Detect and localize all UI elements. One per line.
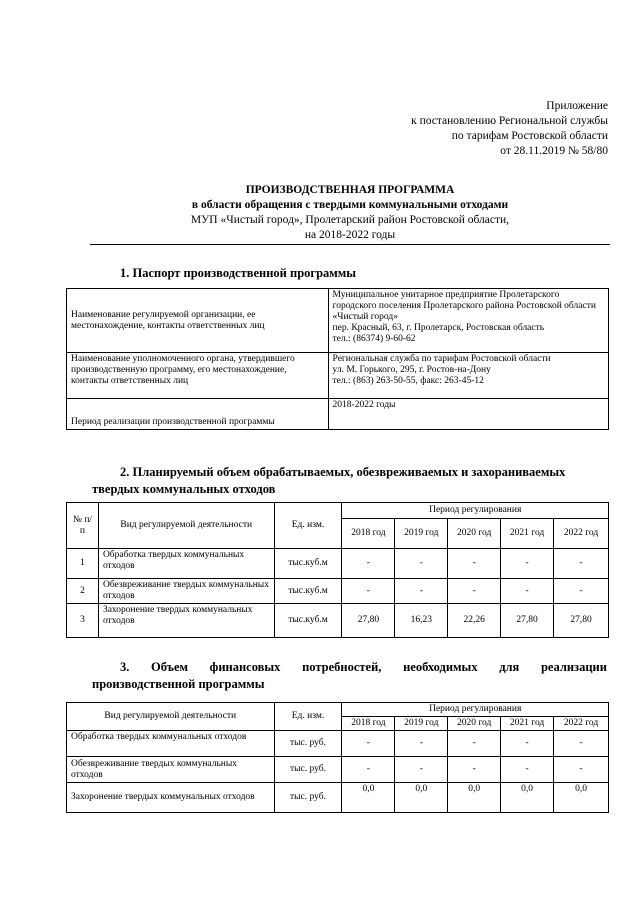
row-value: -: [501, 757, 554, 783]
row-value: -: [448, 731, 501, 757]
row-value: -: [448, 757, 501, 783]
row-num: 2: [67, 579, 99, 604]
passport-table: [66, 288, 609, 430]
row-value: -: [501, 731, 554, 757]
row-unit: тыс. руб.: [274, 731, 342, 757]
col-header-year: 2020 год: [448, 519, 501, 549]
table-cell: [328, 353, 608, 399]
row-value: 0,0: [448, 783, 501, 813]
cell-line: пер. Красный, 63, г. Пролетарск, Ростовская область: [332, 323, 545, 333]
heading-word: для: [499, 660, 520, 674]
col-header-year: 2020 год: [448, 717, 501, 731]
row-value: -: [554, 549, 609, 579]
row-value: -: [342, 549, 395, 579]
row-value: 27,80: [554, 604, 609, 638]
heading-number: 2.: [120, 465, 130, 479]
title-line: МУП «Чистый город», Пролетарский район Ростовской области,: [190, 214, 510, 226]
appendix-block: [411, 99, 608, 159]
col-header-year: 2022 год: [554, 519, 609, 549]
row-value: 0,0: [395, 783, 448, 813]
row-unit: тыс.куб.м: [274, 579, 342, 604]
table-cell: Наименование регулируемой организации, ее местонахождение, контакты ответственных лиц: [67, 289, 329, 353]
row-activity: Захоронение твердых коммунальных отходов: [67, 783, 275, 813]
table-row: [67, 604, 609, 638]
row-value: 22,26: [448, 604, 501, 638]
row-value: -: [395, 757, 448, 783]
col-header-unit: Ед. изм.: [274, 503, 342, 549]
title-line: в области обращения с твердыми коммунальными отходами: [191, 199, 509, 211]
row-activity: Обработка твердых коммунальных отходов: [67, 731, 275, 757]
row-value: -: [554, 731, 609, 757]
col-header-year: 2019 год: [395, 519, 448, 549]
heading-text: Планируемый объем обрабатываемых, обезвреживаемых и захораниваемых: [132, 465, 566, 479]
row-value: -: [501, 579, 554, 604]
row-value: -: [448, 549, 501, 579]
col-header-year: 2018 год: [342, 717, 395, 731]
col-header-activity: Вид регулируемой деятельности: [67, 703, 275, 731]
row-unit: тыс.куб.м: [274, 604, 342, 638]
row-value: -: [342, 757, 395, 783]
heading-word: 3.: [120, 660, 130, 674]
col-header-unit: Ед. изм.: [274, 703, 342, 731]
row-activity: Обезвреживание твердых коммунальных отходов: [98, 579, 274, 604]
cell-line: Муниципальное унитарное предприятие Пролетарского городского поселения Пролетарского района Ростовской области «Чистый город»: [332, 290, 596, 322]
appendix-line: по тарифам Ростовской области: [451, 130, 608, 142]
table-header-row: [67, 703, 609, 717]
title-divider: [90, 244, 610, 245]
row-value: -: [554, 579, 609, 604]
table-cell: 2018-2022 годы: [328, 399, 608, 430]
appendix-line: от 28.11.2019 № 58/80: [500, 145, 608, 157]
title-line: ПРОИЗВОДСТВЕННАЯ ПРОГРАММА: [245, 184, 455, 196]
table-cell: Наименование уполномоченного органа, утвердившего производственную программу, его местонахождение, контакты ответственных лиц: [67, 353, 329, 399]
row-value: -: [342, 579, 395, 604]
table-row: [67, 783, 609, 813]
volume-table: [66, 502, 609, 638]
table-row: [67, 289, 609, 353]
row-value: -: [395, 731, 448, 757]
table-header-row: [67, 503, 609, 519]
heading-word: Объем: [151, 660, 189, 674]
table-row: [67, 549, 609, 579]
row-value: -: [395, 579, 448, 604]
section3-heading: [92, 659, 607, 693]
heading-word: финансовых: [209, 660, 281, 674]
row-value: 0,0: [342, 783, 395, 813]
table-row: [67, 757, 609, 783]
table-cell: Период реализации производственной программы: [67, 399, 329, 430]
title-line: на 2018-2022 годы: [304, 229, 396, 241]
row-activity: Обезвреживание твердых коммунальных отходов: [67, 757, 275, 783]
row-unit: тыс. руб.: [274, 757, 342, 783]
row-value: -: [448, 579, 501, 604]
heading-word: реализации: [540, 660, 607, 674]
appendix-line: Приложение: [546, 100, 608, 112]
row-activity: Захоронение твердых коммунальных отходов: [98, 604, 274, 638]
heading-text: твердых коммунальных отходов: [92, 482, 276, 496]
row-value: -: [554, 757, 609, 783]
table-row: [67, 579, 609, 604]
cell-line: тел.: (863) 263-50-55, факс: 263-45-12: [332, 376, 484, 386]
col-header-year: 2018 год: [342, 519, 395, 549]
table-row: [67, 399, 609, 430]
finance-table: [66, 702, 609, 813]
table-row: [67, 353, 609, 399]
col-header-period: Период регулирования: [342, 503, 609, 519]
heading-word: необходимых: [403, 660, 478, 674]
section2-heading: [92, 464, 607, 498]
row-value: 0,0: [554, 783, 609, 813]
cell-line: ул. М. Горького, 295, г. Ростов-на-Дону: [332, 365, 491, 375]
col-header-year: 2022 год: [554, 717, 609, 731]
col-header-activity: Вид регулируемой деятельности: [98, 503, 274, 549]
col-header-num: № п/п: [67, 503, 99, 549]
row-value: 16,23: [395, 604, 448, 638]
section1-heading: 1. Паспорт производственной программы: [120, 266, 357, 280]
appendix-line: к постановлению Региональной службы: [411, 115, 608, 127]
row-value: -: [501, 549, 554, 579]
cell-line: тел.: (86374) 9-60-62: [332, 334, 416, 344]
col-header-year: 2021 год: [501, 519, 554, 549]
table-cell: [328, 289, 608, 353]
row-value: 27,80: [501, 604, 554, 638]
cell-line: Региональная служба по тарифам Ростовской области: [332, 354, 551, 364]
row-unit: тыс. руб.: [274, 783, 342, 813]
row-num: 1: [67, 549, 99, 579]
row-activity: Обработка твердых коммунальных отходов: [98, 549, 274, 579]
row-num: 3: [67, 604, 99, 638]
table-row: [67, 731, 609, 757]
row-value: 0,0: [501, 783, 554, 813]
heading-text: производственной программы: [92, 677, 265, 691]
col-header-year: 2021 год: [501, 717, 554, 731]
row-value: 27,80: [342, 604, 395, 638]
row-unit: тыс.куб.м: [274, 549, 342, 579]
heading-word: потребностей,: [302, 660, 382, 674]
row-value: -: [395, 549, 448, 579]
document-title: [0, 183, 640, 243]
col-header-period: Период регулирования: [342, 703, 609, 717]
col-header-year: 2019 год: [395, 717, 448, 731]
row-value: -: [342, 731, 395, 757]
